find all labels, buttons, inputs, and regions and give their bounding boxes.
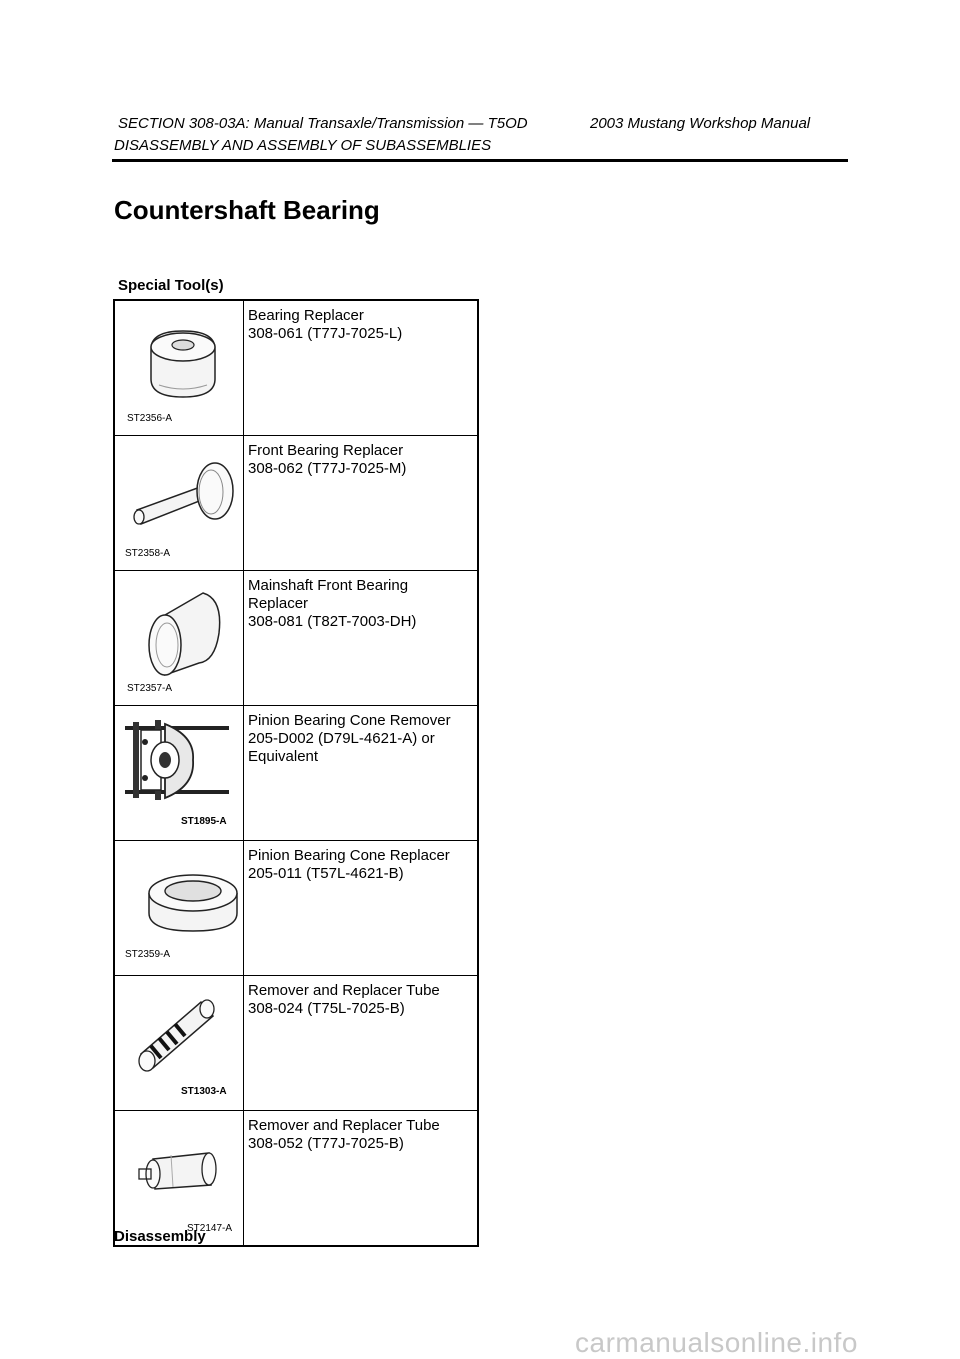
table-row — [114, 706, 478, 841]
pinion-bearing-cone-replacer-illustration — [115, 841, 243, 969]
tool-description-cell — [244, 1111, 479, 1247]
tool-image-cell — [114, 300, 244, 436]
tool-code: ST1895-A — [181, 816, 227, 827]
table-row — [114, 300, 478, 436]
tool-description: Front Bearing Replacer 308-062 (T77J-7025-M) — [248, 442, 407, 477]
mainshaft-front-bearing-replacer-illustration — [115, 571, 243, 699]
table-row — [114, 841, 478, 976]
tool-description-cell — [244, 841, 479, 976]
table-row — [114, 436, 478, 571]
tool-code: ST2357-A — [127, 683, 173, 694]
watermark: carmanualsonline.info — [575, 1327, 858, 1358]
table-row — [114, 976, 478, 1111]
tool-code: ST2356-A — [127, 413, 173, 424]
tool-image-cell — [114, 436, 244, 571]
tool-description-cell — [244, 571, 479, 706]
tool-image-cell — [114, 1111, 244, 1247]
header-subtitle: DISASSEMBLY AND ASSEMBLY OF SUBASSEMBLIES — [114, 137, 492, 154]
tool-image-cell — [114, 571, 244, 706]
tool-description: Bearing Replacer 308-061 (T77J-7025-L) — [248, 307, 403, 342]
tool-code: ST1303-A — [181, 1086, 227, 1097]
front-bearing-replacer-illustration — [115, 436, 243, 564]
bearing-replacer-illustration — [115, 301, 243, 429]
table-row — [114, 1111, 478, 1247]
tool-image-cell — [114, 841, 244, 976]
tool-description-cell — [244, 436, 479, 571]
special-tools-table — [113, 299, 479, 1247]
tool-description: Remover and Replacer Tube 308-052 (T77J-7025-B) — [248, 1117, 440, 1152]
tool-description-cell — [244, 706, 479, 841]
tool-image-cell — [114, 706, 244, 841]
pinion-bearing-cone-remover-illustration — [115, 706, 243, 834]
tool-code: ST2359-A — [125, 949, 171, 960]
tool-description: Pinion Bearing Cone Remover 205-D002 (D79L-4621-A) or Equivalent — [248, 712, 451, 765]
tool-code: ST2358-A — [125, 548, 171, 559]
remover-replacer-tube-2-illustration — [115, 1111, 243, 1239]
page-title: Countershaft Bearing — [114, 195, 380, 225]
header-divider — [112, 159, 848, 162]
special-tools-label: Special Tool(s) — [118, 277, 224, 294]
tool-description: Pinion Bearing Cone Replacer 205-011 (T57L-4621-B) — [248, 847, 450, 882]
disassembly-heading: Disassembly — [114, 1228, 206, 1245]
tool-description: Remover and Replacer Tube 308-024 (T75L-7025-B) — [248, 982, 440, 1017]
header-section: SECTION 308-03A: Manual Transaxle/Transmission — T5OD — [118, 115, 528, 132]
remover-replacer-tube-illustration — [115, 976, 243, 1104]
tool-image-cell — [114, 976, 244, 1111]
tool-description: Mainshaft Front Bearing Replacer 308-081 (T82T-7003-DH) — [248, 577, 417, 630]
tool-description-cell — [244, 976, 479, 1111]
table-row — [114, 571, 478, 706]
header-manual-title: 2003 Mustang Workshop Manual — [590, 115, 811, 132]
tool-code: ST2147-A — [187, 1223, 233, 1234]
tool-description-cell — [244, 300, 479, 436]
